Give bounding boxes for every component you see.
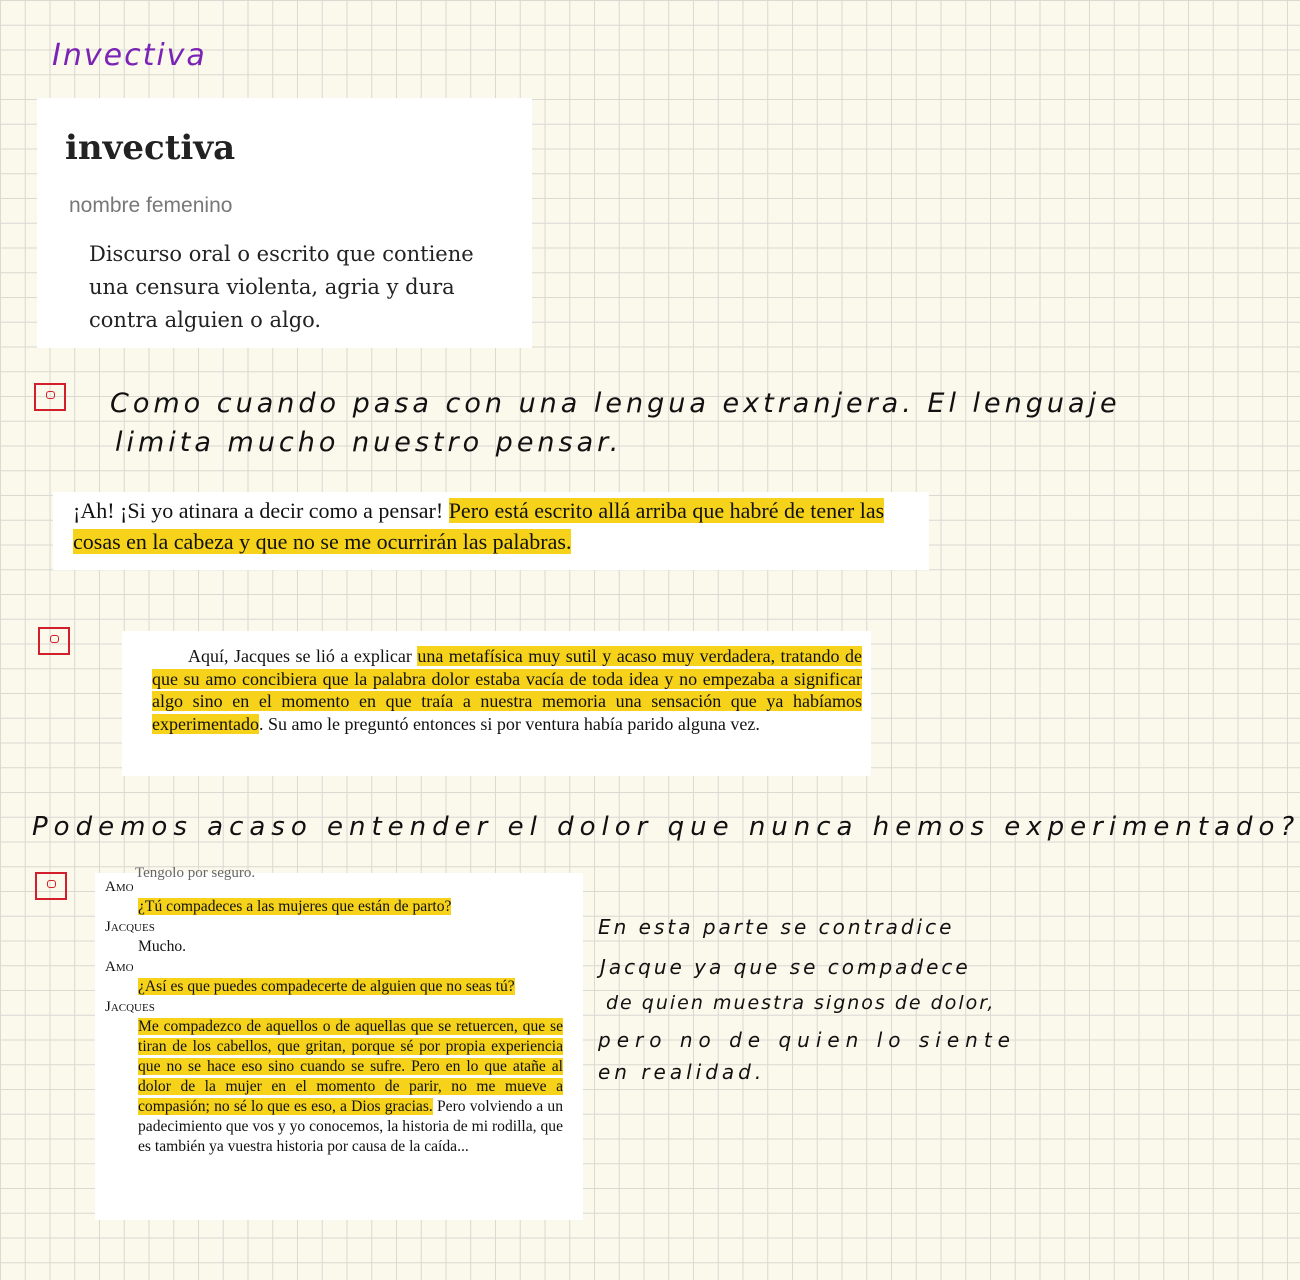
side-note-line: de quien muestra signos de dolor, (606, 992, 996, 1014)
definition-card (37, 98, 532, 348)
quote-plain-text: Aquí, Jacques se lió a explicar (188, 646, 418, 666)
speaker-label: Jacques (105, 999, 155, 1015)
speaker-label: Amo (105, 879, 134, 895)
handwritten-note-line: limita mucho nuestro pensar. (115, 427, 623, 458)
dialogue-text (105, 877, 563, 1157)
dialogue-line: Mucho. (138, 938, 187, 955)
side-note-line: pero no de quien lo siente (598, 1028, 1016, 1052)
cut-off-line: Tengolo por seguro. (135, 865, 256, 881)
checkbox-marker-icon[interactable] (34, 383, 66, 411)
quote-card (122, 631, 871, 776)
handwritten-note-line: Como cuando pasa con una lengua extranjera. El lenguaje (110, 388, 1121, 419)
quote-highlighted-text: Pero está escrito allá arriba que habré de tener las cosas en la cabeza y que no se me ocurrirán las palabras. (73, 498, 885, 554)
definition-part-of-speech: nombre femenino (69, 194, 233, 217)
checkbox-marker-icon[interactable] (38, 627, 70, 655)
definition-word: invectiva (65, 128, 236, 168)
quote-plain-text: ¡Ah! ¡Si yo atinara a decir como a pensar! (73, 498, 449, 523)
side-note-line: En esta parte se contradice (598, 915, 955, 939)
dialogue-highlighted-line: Me compadezco de aquellos o de aquellas que se retuercen, que se tiran de los cabellos, que gritan, porque sé por propia experiencia que no se hace eso sino cuando se sufre. Pero en lo que atañe al dolor de la mujer en el momento de parir, no me mueve a compasión; no sé lo que es eso, a Dios gracias. (138, 1018, 563, 1115)
quote-highlighted-text: una metafísica muy sutil y acaso muy verdadera, tratando de que su amo concibiera que la palabra dolor estaba vacía de toda idea y no empezaba a significar algo sino en el momento en que traía a nuestra memoria una sensación que ya habíamos experimentado (152, 646, 863, 734)
dialogue-line: ¿Así es que puedes compadecerte de alguien que no seas tú? (138, 978, 515, 995)
speaker-label: Jacques (105, 919, 155, 935)
side-note-line: en realidad. (598, 1060, 766, 1084)
side-note-line: Jacque ya que se compadece (600, 955, 971, 979)
quote-text (73, 495, 913, 557)
checkbox-marker-icon[interactable] (35, 872, 67, 900)
definition-text: Discurso oral o escrito que contiene una censura violenta, agria y dura contra alguien o algo. (89, 242, 474, 332)
dialogue-card (95, 865, 583, 1220)
quote-plain-text: . Su amo le preguntó entonces si por ventura había parido alguna vez. (258, 713, 760, 734)
dialogue-line: ¿Tú compadeces a las mujeres que están de parto? (138, 898, 452, 915)
note-title: Invectiva (52, 38, 207, 73)
quote-text (152, 645, 862, 735)
dialogue-line: Pero volviendo a un padecimiento que vos y yo conocemos, la historia de mi rodilla, que es también ya vuestra historia por causa de la caída... (138, 1098, 563, 1155)
quote-card (53, 492, 929, 570)
speaker-label: Amo (105, 959, 134, 975)
handwritten-question: Podemos acaso entender el dolor que nunca hemos experimentado? (32, 812, 1300, 842)
